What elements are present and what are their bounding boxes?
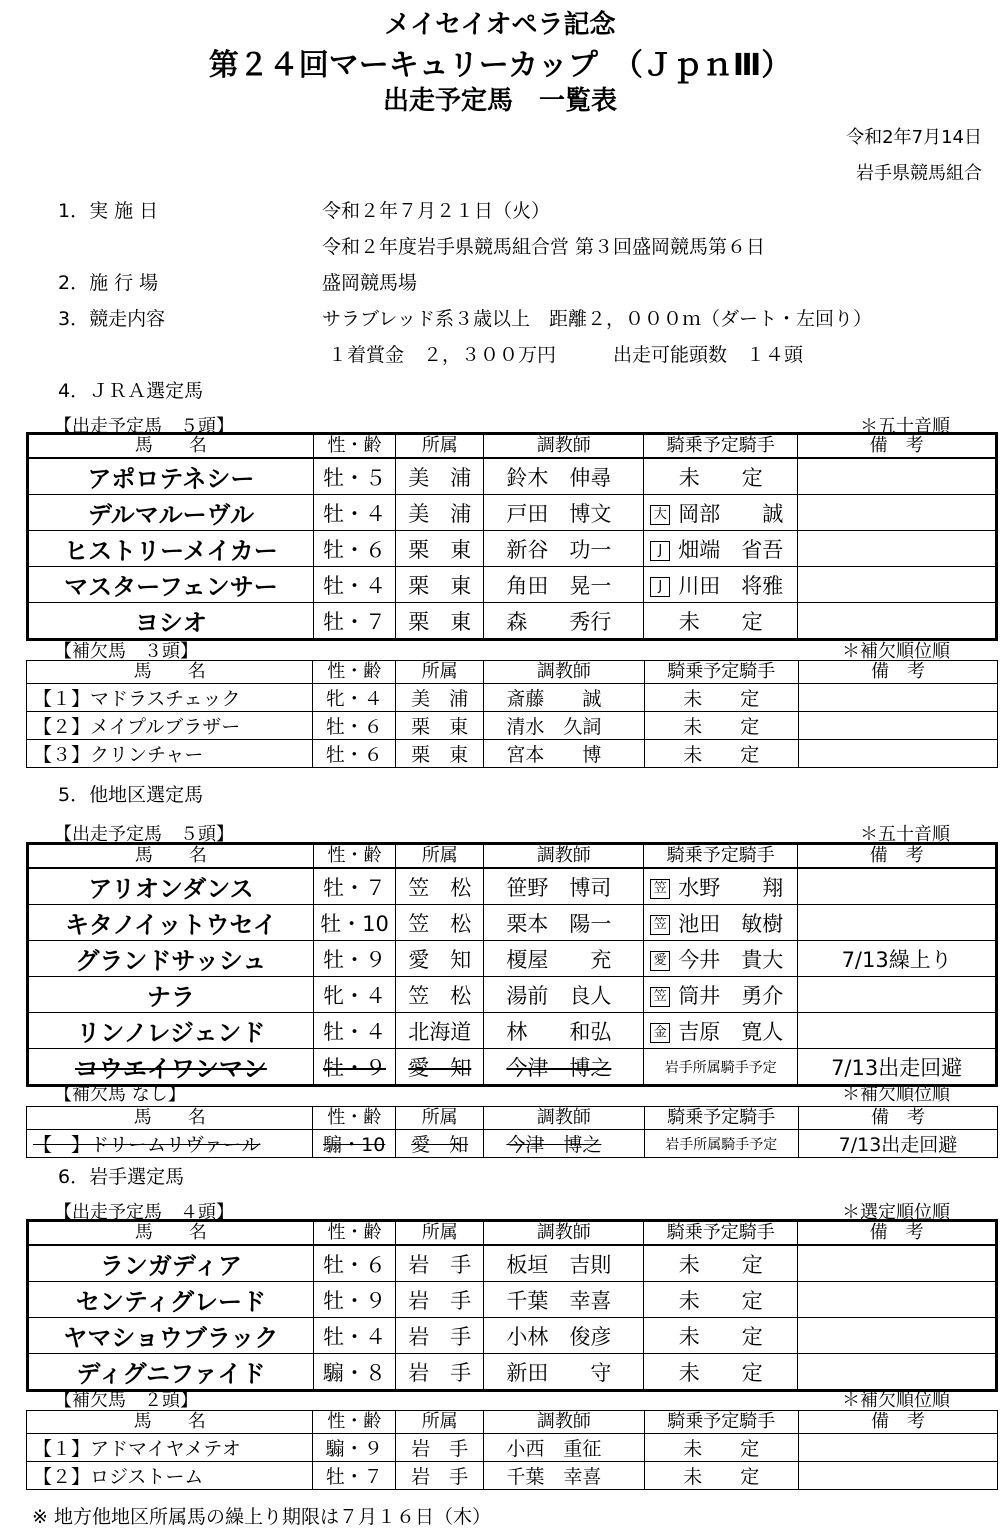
trainer-cell: 今津 博之 [484, 1049, 644, 1086]
column-header: 騎乗予定騎手 [644, 434, 798, 459]
info-venue-value: 盛岡競馬場 [322, 272, 418, 294]
column-header: 騎乗予定騎手 [644, 844, 798, 869]
table-row [28, 1354, 997, 1391]
note-cell [798, 1013, 997, 1049]
table-header-row [27, 661, 998, 684]
table-row [28, 495, 997, 531]
name-cell: ディグニファイド [28, 1354, 314, 1391]
loc-cell: 岩 手 [395, 1462, 483, 1490]
loc-cell: 岩 手 [395, 1434, 483, 1462]
name-cell: デルマルーヴル [28, 495, 314, 531]
jockey-cell [644, 458, 798, 495]
footnote: ※ 地方他地区所属馬の繰上り期限は７月１６日（木） [32, 1506, 491, 1528]
jockey-affiliation-mark: 愛 [650, 951, 670, 971]
note-cell [798, 740, 997, 768]
trainer-cell: 角田 晃一 [484, 567, 644, 603]
loc-cell: 北海道 [396, 1013, 484, 1049]
info-date-label: 1．実 施 日 [58, 200, 159, 222]
column-header: 馬 名 [28, 434, 314, 459]
name-cell: 【３】クリンチャー [27, 740, 313, 768]
jockey-affiliation-mark: J [650, 577, 670, 597]
info-prize-value: １着賞金 ２，３００万円 出走可能頭数 １４頭 [328, 344, 804, 366]
table-row [28, 567, 997, 603]
sex-cell: 牡・６ [313, 712, 396, 740]
name-cell: コウエイワンマン [28, 1049, 314, 1086]
table-row [28, 1282, 997, 1318]
trainer-cell: 栗本 陽一 [484, 905, 644, 941]
column-header: 馬 名 [27, 661, 313, 684]
jockey-name: 未 定 [678, 1360, 763, 1385]
column-header: 性・齢 [313, 1411, 396, 1434]
issuer: 岩手県競馬組合 [856, 163, 982, 184]
table-header-row [27, 1411, 998, 1434]
trainer-cell: 小西 重征 [484, 1434, 644, 1462]
table-row [28, 1318, 997, 1354]
name-cell: 【 】ドリームリヴァール [27, 1130, 313, 1158]
section-iwate: 6．岩手選定馬 [58, 1166, 185, 1188]
trainer-cell: 清水 久詞 [484, 712, 644, 740]
name-cell: センティグレード [28, 1282, 314, 1318]
trainer-cell: 笹野 博司 [484, 868, 644, 905]
column-header: 備 考 [798, 661, 997, 684]
note-cell [798, 868, 997, 905]
sex-cell: 牡・４ [313, 567, 395, 603]
jockey-cell [644, 567, 798, 603]
order-oth-sub: ＊補欠順位順 [842, 1084, 950, 1105]
sex-cell: 牡・７ [313, 603, 395, 640]
loc-cell: 栗 東 [396, 567, 484, 603]
issue-date: 令和2年7月14日 [846, 127, 982, 148]
jockey-cell [644, 603, 798, 640]
name-cell: アリオンダンス [28, 868, 314, 905]
trainer-cell: 鈴木 伸尋 [484, 458, 644, 495]
jockey-name: 未 定 [678, 609, 763, 634]
column-header: 備 考 [798, 844, 997, 869]
caption-oth-sub: 【補欠馬 なし】 [54, 1084, 186, 1105]
column-header: 調教師 [484, 844, 644, 869]
column-header: 調教師 [484, 1107, 644, 1130]
note-cell: 7/13繰上り [798, 941, 997, 977]
name-cell: リンノレジェンド [28, 1013, 314, 1049]
jockey-name: 未 定 [683, 716, 760, 738]
jockey-cell [644, 977, 798, 1013]
sex-cell: 騸・８ [313, 1354, 395, 1391]
trainer-cell: 湯前 良人 [484, 977, 644, 1013]
name-cell: ヤマショウブラック [28, 1318, 314, 1354]
table-row [28, 1013, 997, 1049]
jockey-affiliation-mark: 金 [650, 1023, 670, 1043]
table-jra-sub [26, 660, 998, 768]
column-header: 馬 名 [27, 1411, 313, 1434]
info-date-value: 令和２年７月２１日（火） [322, 200, 551, 222]
table-row [28, 977, 997, 1013]
jockey-name: 未 定 [683, 688, 760, 710]
column-header: 所属 [396, 1221, 484, 1246]
jockey-cell [644, 1049, 798, 1086]
order-iw-main: ＊選定順位順 [842, 1202, 950, 1223]
sex-cell: 牡・４ [313, 1013, 395, 1049]
column-header: 備 考 [798, 434, 997, 459]
name-cell: ヨシオ [28, 603, 314, 640]
jockey-cell [644, 1245, 798, 1282]
trainer-cell: 千葉 幸喜 [484, 1282, 644, 1318]
loc-cell: 栗 東 [395, 712, 483, 740]
jockey-name: 未 定 [683, 744, 760, 766]
sex-cell: 騸・９ [313, 1434, 396, 1462]
table-oth-main [26, 842, 998, 1087]
column-header: 備 考 [798, 1221, 997, 1246]
table-jra-main [26, 432, 998, 641]
sex-cell: 牡・６ [313, 740, 396, 768]
info-race-value: サラブレッド系３歳以上 距離２，０００ｍ（ダート・左回り） [322, 308, 873, 330]
trainer-cell: 林 和弘 [484, 1013, 644, 1049]
table-row [27, 684, 998, 712]
note-cell [798, 603, 997, 640]
column-header: 性・齢 [313, 844, 395, 869]
jockey-name: 未 定 [678, 1324, 763, 1349]
column-header: 調教師 [484, 434, 644, 459]
sex-cell: 牡・９ [313, 1282, 395, 1318]
jockey-cell [644, 740, 798, 768]
jockey-affiliation-mark: 笠 [650, 879, 670, 899]
sex-cell: 牡・４ [313, 495, 395, 531]
table-header-row [27, 1107, 998, 1130]
sex-cell: 牡・５ [313, 458, 395, 495]
column-header: 備 考 [798, 1107, 997, 1130]
trainer-cell: 今津 博之 [484, 1130, 644, 1158]
name-cell: マスターフェンサー [28, 567, 314, 603]
trainer-cell: 板垣 吉則 [484, 1245, 644, 1282]
column-header: 所属 [395, 1107, 483, 1130]
column-header: 性・齢 [313, 434, 395, 459]
caption-iw-sub: 【補欠馬 ２頭】 [54, 1390, 198, 1411]
table-row [28, 905, 997, 941]
note-cell [798, 567, 997, 603]
column-header: 馬 名 [28, 844, 314, 869]
table-row [28, 941, 997, 977]
jockey-cell [644, 905, 798, 941]
loc-cell: 笠 松 [396, 905, 484, 941]
table-row [27, 1434, 998, 1462]
loc-cell: 岩 手 [396, 1318, 484, 1354]
column-header: 騎乗予定騎手 [644, 661, 798, 684]
loc-cell: 美 浦 [396, 495, 484, 531]
loc-cell: 笠 松 [396, 977, 484, 1013]
note-cell [798, 531, 997, 567]
jockey-affiliation-mark: 大 [650, 505, 670, 525]
jockey-name: 畑端 省吾 [678, 537, 784, 562]
table-row [28, 458, 997, 495]
info-meeting-value: 令和２年度岩手県競馬組合営 第３回盛岡競馬第６日 [322, 236, 766, 258]
column-header: 騎乗予定騎手 [644, 1411, 798, 1434]
note-cell [798, 1434, 997, 1462]
name-cell: ナラ [28, 977, 314, 1013]
jockey-cell [644, 1318, 798, 1354]
jockey-name: 岩手所属騎手予定 [664, 1059, 777, 1076]
loc-cell: 美 浦 [395, 684, 483, 712]
sex-cell: 牡・４ [313, 1318, 395, 1354]
trainer-cell: 新田 守 [484, 1354, 644, 1391]
jockey-cell [644, 712, 798, 740]
jockey-cell [644, 495, 798, 531]
table-iw-sub [26, 1410, 998, 1490]
section-other: 5．他地区選定馬 [58, 784, 204, 806]
column-header: 調教師 [484, 661, 644, 684]
jockey-affiliation-mark: 笠 [650, 915, 670, 935]
jockey-cell [644, 1282, 798, 1318]
table-row [28, 531, 997, 567]
jockey-cell [644, 1434, 798, 1462]
jockey-cell [644, 1354, 798, 1391]
column-header: 所属 [396, 844, 484, 869]
note-cell [798, 684, 997, 712]
jockey-name: 水野 翔 [678, 875, 784, 900]
trainer-cell: 戸田 博文 [484, 495, 644, 531]
note-cell [798, 1245, 997, 1282]
name-cell: 【１】アドマイヤメテオ [27, 1434, 313, 1462]
table-row [28, 1245, 997, 1282]
jockey-name: 未 定 [683, 1466, 760, 1488]
table-header-row [28, 844, 997, 869]
jockey-name: 吉原 寛人 [678, 1019, 784, 1044]
trainer-cell: 斎藤 誠 [484, 684, 644, 712]
jockey-name: 筒井 勇介 [678, 983, 784, 1008]
trainer-cell: 千葉 幸喜 [484, 1462, 644, 1490]
sex-cell: 牡・10 [313, 905, 395, 941]
table-header-row [28, 1221, 997, 1246]
jockey-name: 池田 敏樹 [678, 911, 784, 936]
column-header: 騎乗予定騎手 [644, 1107, 798, 1130]
jockey-cell [644, 684, 798, 712]
jockey-name: 川田 将雅 [678, 573, 784, 598]
name-cell: 【２】ロジストーム [27, 1462, 313, 1490]
name-cell: キタノイットウセイ [28, 905, 314, 941]
column-header: 騎乗予定騎手 [644, 1221, 798, 1246]
jockey-name: 未 定 [678, 1288, 763, 1313]
column-header: 性・齢 [313, 1107, 396, 1130]
sex-cell: 牡・７ [313, 1462, 396, 1490]
column-header: 性・齢 [313, 661, 396, 684]
column-header: 所属 [396, 434, 484, 459]
trainer-cell: 宮本 博 [484, 740, 644, 768]
table-row [27, 1130, 998, 1158]
loc-cell: 笠 松 [396, 868, 484, 905]
column-header: 調教師 [484, 1411, 644, 1434]
order-oth-main: ＊五十音順 [860, 824, 950, 845]
name-cell: ランガディア [28, 1245, 314, 1282]
issue-info [846, 120, 982, 192]
note-cell [798, 1318, 997, 1354]
sex-cell: 牡・７ [313, 868, 395, 905]
jockey-name: 今井 貴大 [678, 947, 784, 972]
trainer-cell: 森 秀行 [484, 603, 644, 640]
sex-cell: 騸・10 [313, 1130, 396, 1158]
note-cell: 7/13出走回避 [798, 1049, 997, 1086]
column-header: 馬 名 [28, 1221, 314, 1246]
note-cell [798, 1354, 997, 1391]
column-header: 馬 名 [27, 1107, 313, 1130]
sex-cell: 牡・６ [313, 531, 395, 567]
name-cell: 【１】マドラスチェック [27, 684, 313, 712]
sex-cell: 牡・９ [313, 1049, 395, 1086]
info-race-label: 3．競走内容 [58, 308, 166, 330]
table-row [27, 1462, 998, 1490]
trainer-cell: 新谷 功一 [484, 531, 644, 567]
title-line1: メイセイオペラ記念 [384, 10, 616, 40]
jockey-cell [644, 941, 798, 977]
loc-cell: 美 浦 [396, 458, 484, 495]
jockey-cell [644, 1130, 798, 1158]
trainer-cell: 榎屋 充 [484, 941, 644, 977]
loc-cell: 栗 東 [395, 740, 483, 768]
order-jra-sub: ＊補欠順位順 [842, 641, 950, 662]
note-cell [798, 458, 997, 495]
column-header: 性・齢 [313, 1221, 395, 1246]
jockey-cell [644, 531, 798, 567]
jockey-name: 未 定 [683, 1438, 760, 1460]
trainer-cell: 小林 俊彦 [484, 1318, 644, 1354]
caption-oth-main: 【出走予定馬 ５頭】 [54, 824, 234, 845]
jockey-name: 未 定 [678, 1252, 763, 1277]
jockey-name: 岡部 誠 [678, 501, 784, 526]
jockey-affiliation-mark: 笠 [650, 987, 670, 1007]
table-oth-sub [26, 1106, 998, 1158]
name-cell: 【２】メイプルブラザー [27, 712, 313, 740]
loc-cell: 愛 知 [395, 1130, 483, 1158]
note-cell [798, 977, 997, 1013]
column-header: 備 考 [798, 1411, 997, 1434]
column-header: 所属 [395, 661, 483, 684]
loc-cell: 岩 手 [396, 1245, 484, 1282]
sex-cell: 牡・９ [313, 941, 395, 977]
info-venue-label: 2．施 行 場 [58, 272, 159, 294]
jockey-affiliation-mark: J [650, 541, 670, 561]
loc-cell: 栗 東 [396, 531, 484, 567]
name-cell: アポロテネシー [28, 458, 314, 495]
jockey-cell [644, 1013, 798, 1049]
note-cell [798, 1282, 997, 1318]
section-jra: 4．ＪＲＡ選定馬 [58, 380, 204, 402]
table-header-row [28, 434, 997, 459]
loc-cell: 栗 東 [396, 603, 484, 640]
order-jra-main: ＊五十音順 [860, 416, 950, 437]
loc-cell: 愛 知 [396, 941, 484, 977]
note-cell [798, 712, 997, 740]
jockey-cell [644, 868, 798, 905]
table-row [27, 740, 998, 768]
loc-cell: 岩 手 [396, 1354, 484, 1391]
jockey-cell [644, 1462, 798, 1490]
caption-iw-main: 【出走予定馬 ４頭】 [54, 1202, 234, 1223]
name-cell: ヒストリーメイカー [28, 531, 314, 567]
column-header: 所属 [395, 1411, 483, 1434]
title-line2: 第２４回マーキュリーカップ （ＪｐｎⅢ） [208, 48, 792, 83]
column-header: 調教師 [484, 1221, 644, 1246]
order-iw-sub: ＊補欠順位順 [842, 1390, 950, 1411]
sex-cell: 牡・６ [313, 1245, 395, 1282]
sex-cell: 牝・４ [313, 684, 396, 712]
jockey-name: 岩手所属騎手予定 [665, 1136, 778, 1153]
table-row [28, 868, 997, 905]
note-cell: 7/13出走回避 [798, 1130, 997, 1158]
name-cell: グランドサッシュ [28, 941, 314, 977]
table-row [27, 712, 998, 740]
caption-jra-main: 【出走予定馬 ５頭】 [54, 416, 234, 437]
table-iw-main [26, 1219, 998, 1392]
title-line3: 出走予定馬 一覧表 [382, 86, 617, 116]
note-cell [798, 905, 997, 941]
loc-cell: 岩 手 [396, 1282, 484, 1318]
table-row [28, 603, 997, 640]
note-cell [798, 1462, 997, 1490]
sex-cell: 牝・４ [313, 977, 395, 1013]
jockey-name: 未 定 [678, 465, 763, 490]
note-cell [798, 495, 997, 531]
loc-cell: 愛 知 [396, 1049, 484, 1086]
caption-jra-sub: 【補欠馬 ３頭】 [54, 641, 198, 662]
